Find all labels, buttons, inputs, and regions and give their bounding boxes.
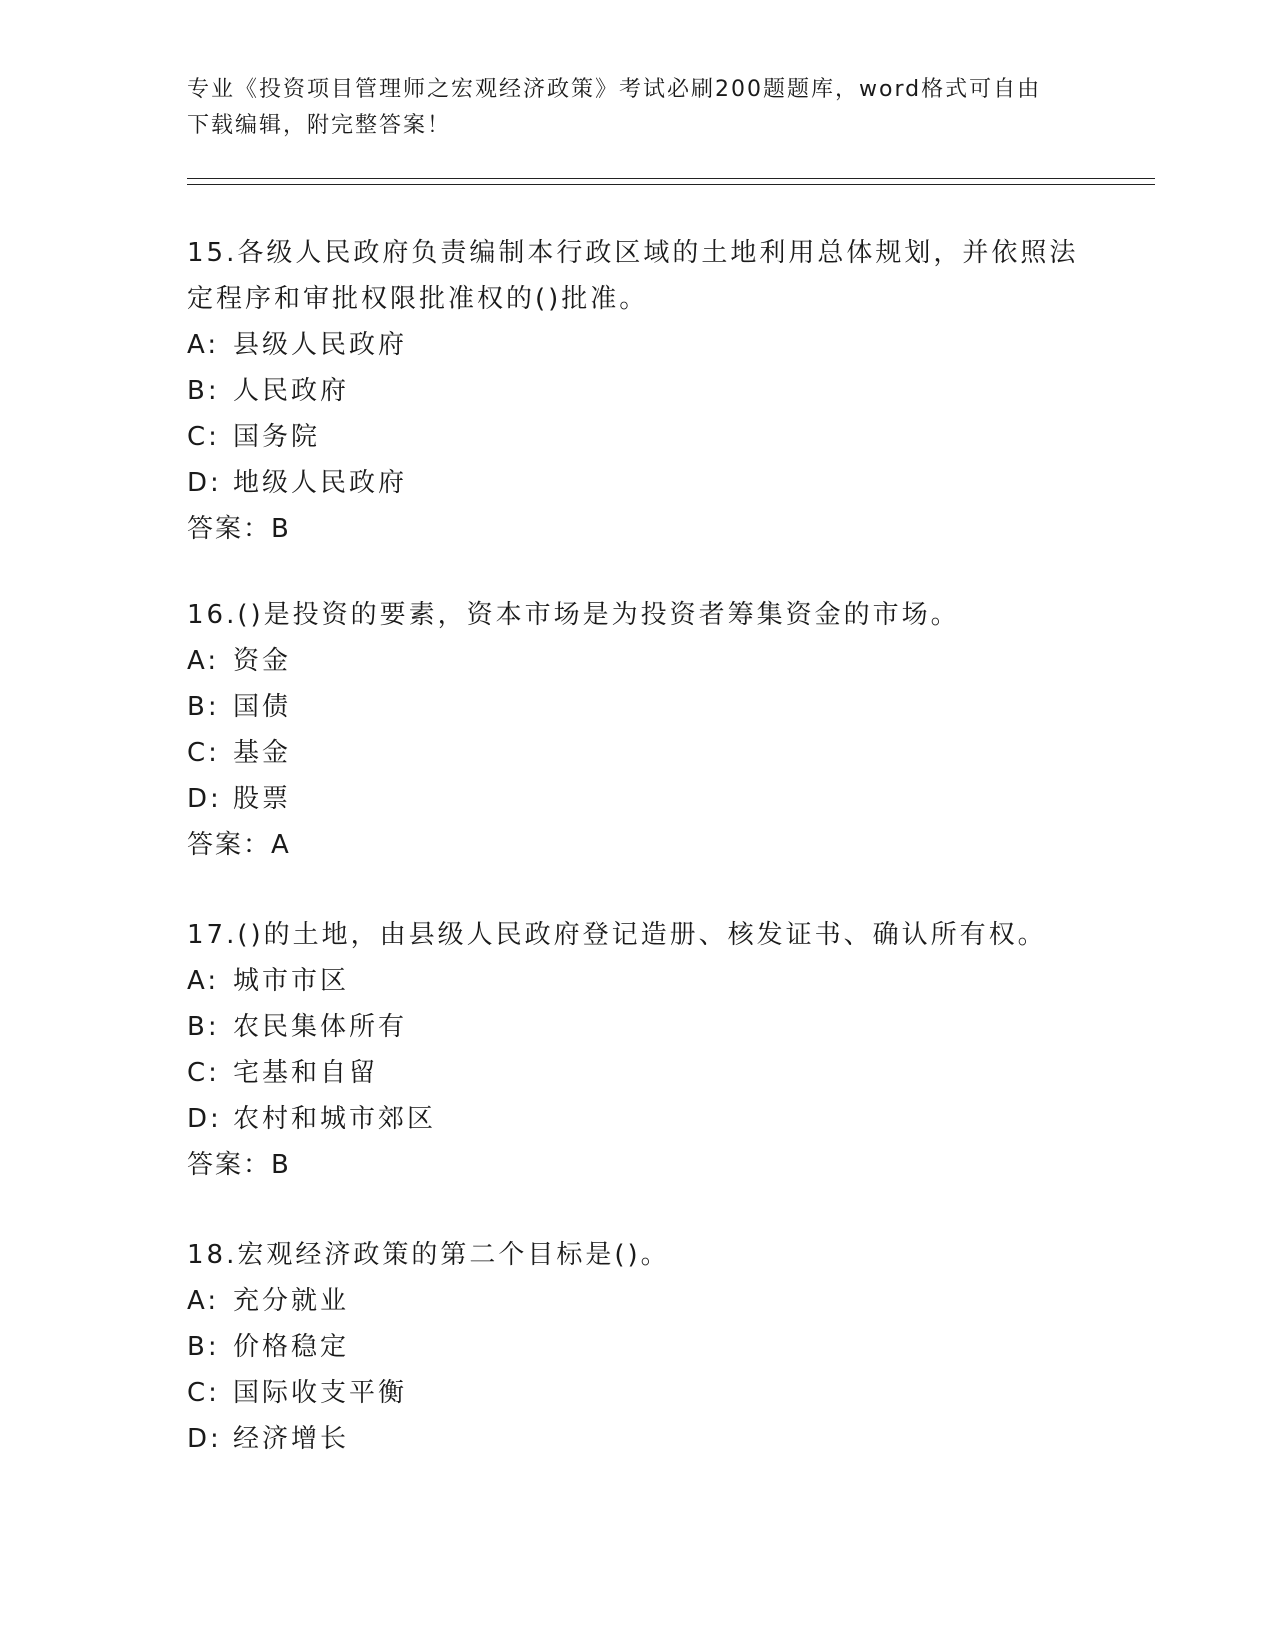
option-d xyxy=(187,776,1087,822)
option-text: 宅基和自留 xyxy=(233,1058,379,1088)
header-divider-top xyxy=(187,178,1155,179)
answer: 答案：B xyxy=(187,514,291,544)
option-b xyxy=(187,368,1087,414)
option-text: 国际收支平衡 xyxy=(233,1378,408,1408)
option-key: A: xyxy=(187,966,220,996)
option-d xyxy=(187,460,1087,506)
option-c xyxy=(187,1370,1087,1416)
option-text: 基金 xyxy=(233,738,292,768)
header-line-2: 下载编辑，附完整答案！ xyxy=(187,113,452,138)
option-text: 人民政府 xyxy=(233,376,350,406)
question-stem-continued: 定程序和审批权限批准权的()批准。 xyxy=(187,284,649,314)
option-key: D: xyxy=(187,1424,222,1454)
option-c xyxy=(187,414,1087,460)
option-c xyxy=(187,1050,1087,1096)
question-stem: 15.各级人民政府负责编制本行政区域的土地利用总体规划，并依照法 xyxy=(187,238,1079,268)
option-key: A: xyxy=(187,646,220,676)
option-key: C: xyxy=(187,422,220,452)
option-key: A: xyxy=(187,330,220,360)
option-a xyxy=(187,638,1087,684)
question-17 xyxy=(187,912,1087,1188)
option-text: 国债 xyxy=(233,692,292,722)
option-a xyxy=(187,322,1087,368)
option-key: D: xyxy=(187,1104,222,1134)
option-a xyxy=(187,1278,1087,1324)
document-header xyxy=(187,72,1087,144)
question-stem: 17.()的土地，由县级人民政府登记造册、核发证书、确认所有权。 xyxy=(187,920,1047,950)
option-text: 县级人民政府 xyxy=(233,330,408,360)
question-18 xyxy=(187,1232,1087,1462)
option-key: B: xyxy=(187,1332,220,1362)
option-c xyxy=(187,730,1087,776)
answer: 答案：A xyxy=(187,830,291,860)
option-text: 价格稳定 xyxy=(233,1332,350,1362)
option-text: 国务院 xyxy=(233,422,321,452)
option-key: B: xyxy=(187,692,220,722)
answer: 答案：B xyxy=(187,1150,291,1180)
option-key: B: xyxy=(187,376,220,406)
option-text: 资金 xyxy=(233,646,292,676)
option-text: 地级人民政府 xyxy=(233,468,408,498)
option-key: C: xyxy=(187,1058,220,1088)
question-16 xyxy=(187,592,1087,868)
option-text: 农民集体所有 xyxy=(233,1012,408,1042)
question-15 xyxy=(187,230,1087,552)
option-key: D: xyxy=(187,784,222,814)
option-key: A: xyxy=(187,1286,220,1316)
option-key: C: xyxy=(187,1378,220,1408)
option-d xyxy=(187,1416,1087,1462)
option-text: 经济增长 xyxy=(233,1424,350,1454)
option-text: 充分就业 xyxy=(233,1286,350,1316)
question-stem: 16.()是投资的要素，资本市场是为投资者筹集资金的市场。 xyxy=(187,600,960,630)
option-text: 股票 xyxy=(233,784,292,814)
option-key: B: xyxy=(187,1012,220,1042)
question-stem: 18.宏观经济政策的第二个目标是()。 xyxy=(187,1240,670,1270)
option-b xyxy=(187,1004,1087,1050)
option-b xyxy=(187,684,1087,730)
option-key: C: xyxy=(187,738,220,768)
option-text: 城市市区 xyxy=(233,966,350,996)
option-key: D: xyxy=(187,468,222,498)
header-line-1: 专业《投资项目管理师之宏观经济政策》考试必刷200题题库，word格式可自由 xyxy=(187,77,1042,102)
option-a xyxy=(187,958,1087,1004)
option-d xyxy=(187,1096,1087,1142)
header-divider-bottom xyxy=(187,184,1155,185)
option-b xyxy=(187,1324,1087,1370)
option-text: 农村和城市郊区 xyxy=(233,1104,437,1134)
